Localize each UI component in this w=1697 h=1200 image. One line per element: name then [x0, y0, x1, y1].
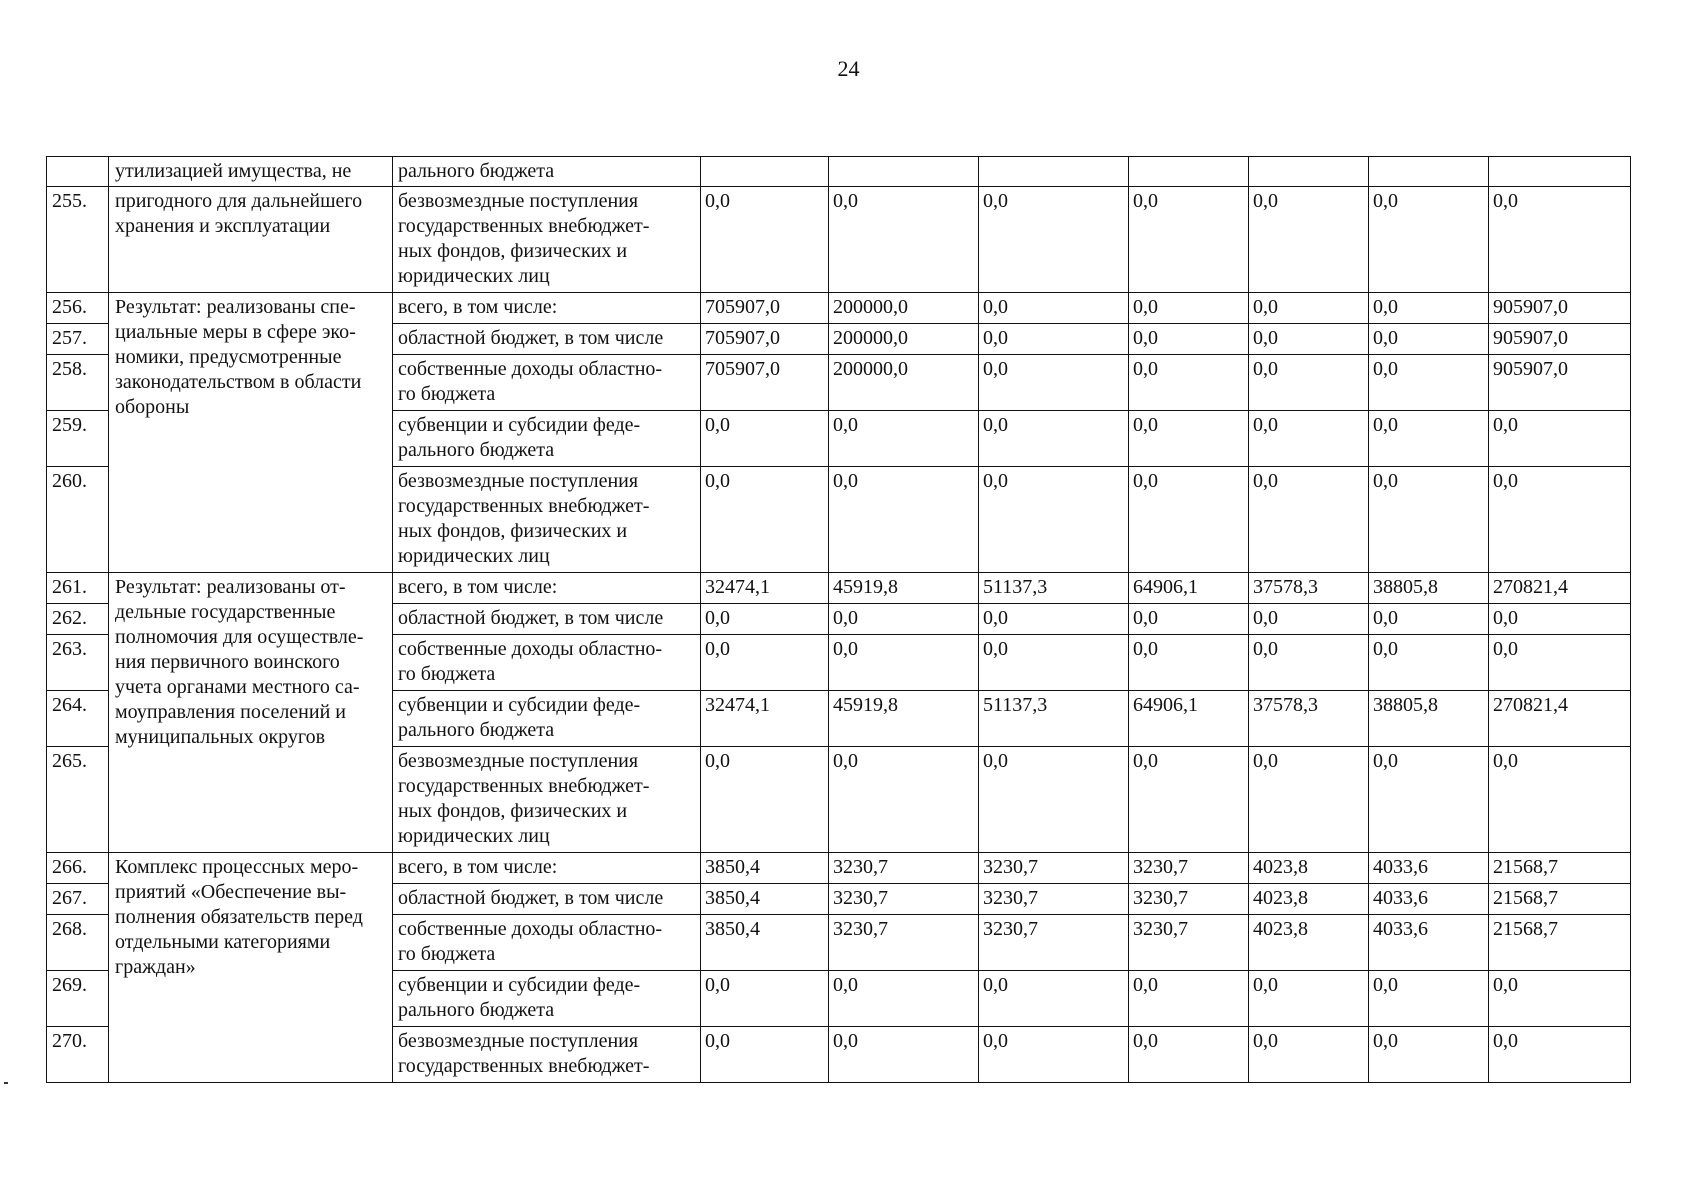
row-number-cell: 269.	[47, 971, 109, 1027]
value-cell: 21568,7	[1489, 884, 1631, 915]
value-cell: 37578,3	[1249, 573, 1369, 604]
value-cell: 0,0	[1249, 747, 1369, 853]
value-cell: 705907,0	[701, 324, 829, 355]
funding-source-cell: всего, в том числе:	[393, 853, 701, 884]
value-cell: 0,0	[701, 747, 829, 853]
value-cell: 270821,4	[1489, 691, 1631, 747]
value-cell: 0,0	[1369, 747, 1489, 853]
value-cell: 0,0	[829, 411, 979, 467]
value-cell: 0,0	[1249, 411, 1369, 467]
value-cell: 0,0	[701, 635, 829, 691]
funding-source-cell: субвенции и субсидии феде- рального бюджета	[393, 411, 701, 467]
table-row	[47, 187, 1631, 293]
value-cell: 0,0	[1369, 635, 1489, 691]
value-cell: 0,0	[1489, 747, 1631, 853]
table-row	[47, 853, 1631, 884]
row-number-cell: 266.	[47, 853, 109, 884]
value-cell: 0,0	[701, 971, 829, 1027]
value-cell: 0,0	[1369, 604, 1489, 635]
value-cell: 45919,8	[829, 573, 979, 604]
row-number-cell: 270.	[47, 1027, 109, 1083]
value-cell: 3230,7	[829, 853, 979, 884]
row-number-cell: 263.	[47, 635, 109, 691]
result-title-cell: Результат: реализованы от- дельные государственные полномочия для осуществле- ния первичного воинского учета органами местного са- моуправления поселений и муниципальных округов	[109, 573, 393, 853]
value-cell: 0,0	[1129, 324, 1249, 355]
value-cell: 0,0	[979, 747, 1129, 853]
value-cell: 905907,0	[1489, 324, 1631, 355]
value-cell: 270821,4	[1489, 573, 1631, 604]
value-cell: 200000,0	[829, 293, 979, 324]
value-cell: 0,0	[829, 187, 979, 293]
value-cell: 0,0	[701, 467, 829, 573]
value-cell: 0,0	[1249, 1027, 1369, 1083]
value-cell: 0,0	[979, 635, 1129, 691]
value-cell: 905907,0	[1489, 355, 1631, 411]
value-cell: 0,0	[1369, 324, 1489, 355]
value-cell: 0,0	[1249, 355, 1369, 411]
value-cell: 64906,1	[1129, 573, 1249, 604]
value-cell: 0,0	[979, 355, 1129, 411]
value-cell: 0,0	[701, 411, 829, 467]
value-cell: 0,0	[829, 971, 979, 1027]
value-cell: 0,0	[1249, 187, 1369, 293]
value-cell: 0,0	[1369, 355, 1489, 411]
row-number-cell: 259.	[47, 411, 109, 467]
value-cell: 0,0	[1129, 635, 1249, 691]
value-cell: 0,0	[1129, 467, 1249, 573]
row-number-cell: 267.	[47, 884, 109, 915]
value-cell: 21568,7	[1489, 853, 1631, 884]
result-title-cell: пригодного для дальнейшего хранения и эксплуатации	[109, 187, 393, 293]
value-cell: 0,0	[1129, 411, 1249, 467]
value-cell: 4023,8	[1249, 884, 1369, 915]
funding-table	[46, 156, 1631, 1083]
table-row	[47, 573, 1631, 604]
row-number-cell: 262.	[47, 604, 109, 635]
value-cell: 0,0	[1489, 604, 1631, 635]
value-cell: 0,0	[979, 1027, 1129, 1083]
value-cell: 38805,8	[1369, 573, 1489, 604]
value-cell: 0,0	[829, 747, 979, 853]
value-cell: 0,0	[1129, 1027, 1249, 1083]
value-cell: 21568,7	[1489, 915, 1631, 971]
value-cell: 0,0	[1129, 971, 1249, 1027]
value-cell: 0,0	[1129, 604, 1249, 635]
row-number-cell: 256.	[47, 293, 109, 324]
result-title-cell: Результат: реализованы спе- циальные меры в сфере эко- номики, предусмотренные законодательством в области обороны	[109, 293, 393, 573]
funding-source-cell: областной бюджет, в том числе	[393, 604, 701, 635]
value-cell: 4033,6	[1369, 853, 1489, 884]
value-cell: 0,0	[979, 604, 1129, 635]
value-cell: 51137,3	[979, 691, 1129, 747]
value-cell: 0,0	[1249, 971, 1369, 1027]
value-cell: 32474,1	[701, 691, 829, 747]
value-cell: 0,0	[979, 187, 1129, 293]
value-cell: 0,0	[1489, 467, 1631, 573]
value-cell: 0,0	[829, 467, 979, 573]
row-number-cell: 257.	[47, 324, 109, 355]
value-cell: 0,0	[1369, 293, 1489, 324]
value-cell: 0,0	[1489, 187, 1631, 293]
funding-source-cell: собственные доходы областно- го бюджета	[393, 355, 701, 411]
value-cell: 3230,7	[1129, 853, 1249, 884]
value-cell: 37578,3	[1249, 691, 1369, 747]
funding-source-cell: безвозмездные поступления государственных внебюджет- ных фондов, физических и юридических лиц	[393, 747, 701, 853]
value-cell: 0,0	[979, 467, 1129, 573]
value-cell: 0,0	[979, 971, 1129, 1027]
funding-source-cell: собственные доходы областно- го бюджета	[393, 635, 701, 691]
table-row	[47, 293, 1631, 324]
funding-source-cell: безвозмездные поступления государственных внебюджет-	[393, 1027, 701, 1083]
value-cell: 3230,7	[829, 884, 979, 915]
funding-source-cell: всего, в том числе:	[393, 293, 701, 324]
value-cell: 0,0	[1249, 604, 1369, 635]
funding-source-cell: безвозмездные поступления государственных внебюджет- ных фондов, физических и юридических лиц	[393, 467, 701, 573]
value-cell: 3850,4	[701, 853, 829, 884]
funding-source-cell: всего, в том числе:	[393, 573, 701, 604]
value-cell: 0,0	[1369, 467, 1489, 573]
value-cell: 0,0	[701, 604, 829, 635]
value-cell: 38805,8	[1369, 691, 1489, 747]
value-cell	[1129, 157, 1249, 187]
value-cell: 3850,4	[701, 884, 829, 915]
value-cell: 3230,7	[979, 915, 1129, 971]
value-cell: 0,0	[1129, 293, 1249, 324]
value-cell: 4033,6	[1369, 884, 1489, 915]
value-cell: 4033,6	[1369, 915, 1489, 971]
value-cell	[701, 157, 829, 187]
table-body	[47, 157, 1631, 1083]
value-cell: 0,0	[1369, 971, 1489, 1027]
row-number-cell: 261.	[47, 573, 109, 604]
value-cell: 0,0	[1249, 293, 1369, 324]
row-number-cell: 265.	[47, 747, 109, 853]
value-cell	[1369, 157, 1489, 187]
value-cell: 0,0	[1129, 355, 1249, 411]
margin-mark	[4, 1082, 8, 1084]
result-title-cell: Комплекс процессных меро- приятий «Обеспечение вы- полнения обязательств перед отдельными категориями граждан»	[109, 853, 393, 1083]
value-cell: 0,0	[979, 324, 1129, 355]
funding-source-cell: областной бюджет, в том числе	[393, 324, 701, 355]
row-number-cell: 255.	[47, 187, 109, 293]
row-number-cell: 260.	[47, 467, 109, 573]
value-cell: 0,0	[1489, 971, 1631, 1027]
value-cell: 0,0	[1489, 635, 1631, 691]
value-cell: 0,0	[701, 1027, 829, 1083]
value-cell: 4023,8	[1249, 915, 1369, 971]
value-cell: 0,0	[1129, 187, 1249, 293]
value-cell: 0,0	[1249, 324, 1369, 355]
funding-source-cell: субвенции и субсидии феде- рального бюджета	[393, 971, 701, 1027]
value-cell: 3850,4	[701, 915, 829, 971]
value-cell: 0,0	[829, 635, 979, 691]
value-cell: 200000,0	[829, 355, 979, 411]
value-cell: 905907,0	[1489, 293, 1631, 324]
value-cell: 51137,3	[979, 573, 1129, 604]
value-cell	[979, 157, 1129, 187]
value-cell: 705907,0	[701, 355, 829, 411]
row-number-cell	[47, 157, 109, 187]
value-cell: 0,0	[1369, 411, 1489, 467]
funding-source-cell: безвозмездные поступления государственных внебюджет- ных фондов, физических и юридических лиц	[393, 187, 701, 293]
value-cell: 705907,0	[701, 293, 829, 324]
value-cell: 0,0	[1489, 411, 1631, 467]
value-cell: 0,0	[1249, 635, 1369, 691]
value-cell: 3230,7	[979, 884, 1129, 915]
value-cell: 45919,8	[829, 691, 979, 747]
funding-source-cell: субвенции и субсидии феде- рального бюджета	[393, 691, 701, 747]
table-row-continuation	[47, 157, 1631, 187]
row-number-cell: 258.	[47, 355, 109, 411]
value-cell: 64906,1	[1129, 691, 1249, 747]
value-cell: 0,0	[701, 187, 829, 293]
value-cell: 0,0	[979, 411, 1129, 467]
value-cell: 0,0	[1369, 187, 1489, 293]
funding-source-cell: собственные доходы областно- го бюджета	[393, 915, 701, 971]
value-cell: 0,0	[1249, 467, 1369, 573]
value-cell: 0,0	[829, 604, 979, 635]
value-cell	[1249, 157, 1369, 187]
row-number-cell: 264.	[47, 691, 109, 747]
funding-source-cell: областной бюджет, в том числе	[393, 884, 701, 915]
value-cell: 3230,7	[1129, 915, 1249, 971]
value-cell: 0,0	[1369, 1027, 1489, 1083]
value-cell	[829, 157, 979, 187]
value-cell: 3230,7	[829, 915, 979, 971]
value-cell: 200000,0	[829, 324, 979, 355]
page-number: 24	[837, 56, 860, 81]
row-number-cell: 268.	[47, 915, 109, 971]
value-cell	[1489, 157, 1631, 187]
value-cell: 32474,1	[701, 573, 829, 604]
value-cell: 0,0	[979, 293, 1129, 324]
value-cell: 3230,7	[979, 853, 1129, 884]
value-cell: 0,0	[1129, 747, 1249, 853]
funding-source-cell: рального бюджета	[393, 157, 701, 187]
value-cell: 0,0	[1489, 1027, 1631, 1083]
value-cell: 0,0	[829, 1027, 979, 1083]
result-title-cell: утилизацией имущества, не	[109, 157, 393, 187]
value-cell: 3230,7	[1129, 884, 1249, 915]
value-cell: 4023,8	[1249, 853, 1369, 884]
